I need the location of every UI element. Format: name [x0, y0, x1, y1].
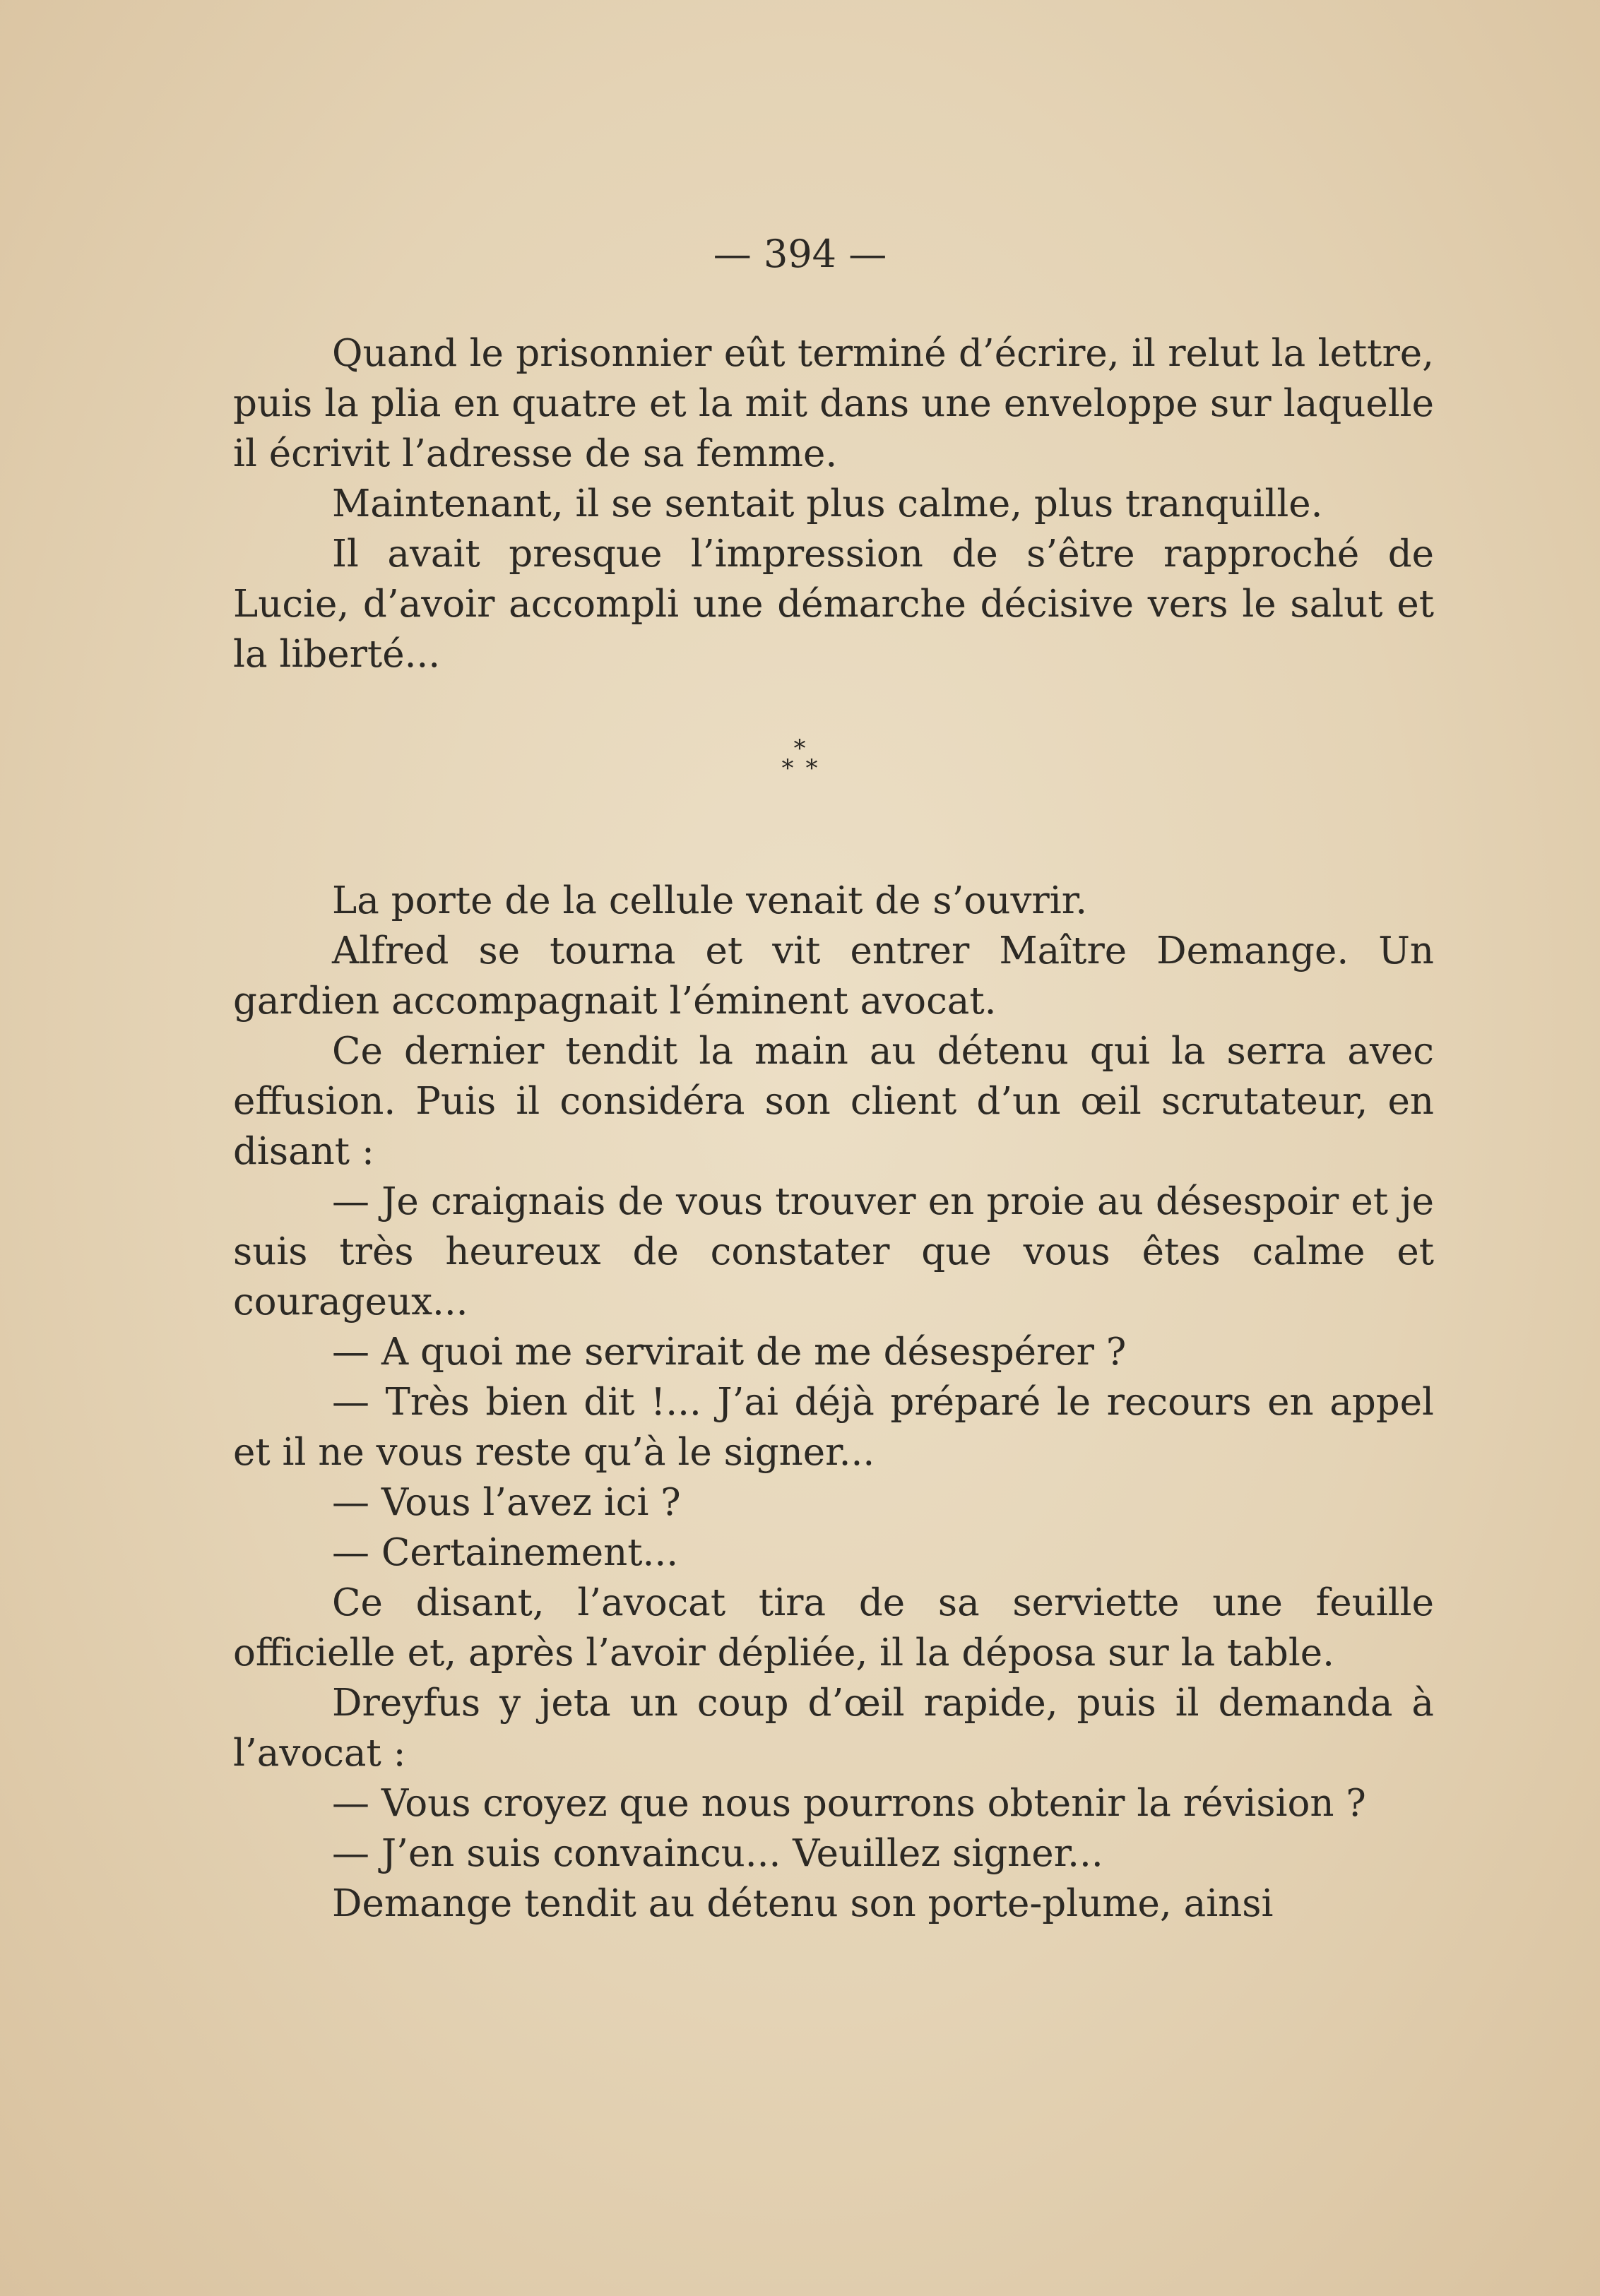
dialogue-line: — A quoi me servirait de me désespérer ? [332, 1331, 1127, 1374]
dialogue-line: — Je craignais de vous trouver en proie au désespoir et je suis très heureux de constater que vous êtes calme et courageux... [233, 1180, 1434, 1324]
dialogue-line: — Vous l’avez ici ? [332, 1481, 681, 1524]
asterism-separator [764, 731, 835, 787]
asterism-text [835, 731, 836, 732]
paragraph: Demange tendit au détenu son porte-plume, ainsi [332, 1882, 1274, 1925]
paragraph: Alfred se tourna et vit entrer Maître Demange. Un gardien accompagnait l’éminent avocat. [233, 929, 1434, 1023]
asterism-star-top: * [793, 734, 806, 763]
paragraph: Ce disant, l’avocat tira de sa serviette une feuille officielle et, après l’avoir dépliée, il la déposa sur la table. [233, 1581, 1434, 1675]
asterism-icon [764, 731, 835, 787]
dialogue-line: — Très bien dit !... J’ai déjà préparé le recours en appel et il ne vous reste qu’à le signer... [233, 1381, 1434, 1474]
dialogue-line: — J’en suis convaincu... Veuillez signer... [332, 1832, 1103, 1875]
paragraph: Maintenant, il se sentait plus calme, plus tranquille. [332, 482, 1323, 525]
page-number: — 394 — [713, 232, 887, 276]
dialogue-line: — Certainement... [332, 1531, 679, 1574]
paragraph: La porte de la cellule venait de s’ouvrir. [332, 879, 1088, 922]
dialogue-line: — Vous croyez que nous pourrons obtenir la révision ? [332, 1782, 1366, 1825]
paragraph: Il avait presque l’impression de s’être rapproché de Lucie, d’avoir accompli une démarche décisive vers le salut et la liberté... [233, 533, 1434, 676]
asterism-star-right: * [805, 754, 818, 783]
paragraph: Quand le prisonnier eût terminé d’écrire, il relut la lettre, puis la plia en quatre et la mit dans une enveloppe sur laquelle il écrivit l’adresse de sa femme. [233, 332, 1434, 475]
text-block-after-separator [233, 876, 1434, 1929]
asterism-star-left: * [781, 754, 794, 783]
paragraph: Ce dernier tendit la main au détenu qui la serra avec effusion. Puis il considéra son client d’un œil scrutateur, en disant : [233, 1030, 1434, 1173]
paragraph: Dreyfus y jeta un coup d’œil rapide, puis il demanda à l’avocat : [233, 1682, 1434, 1775]
text-block-before-separator [233, 328, 1434, 679]
